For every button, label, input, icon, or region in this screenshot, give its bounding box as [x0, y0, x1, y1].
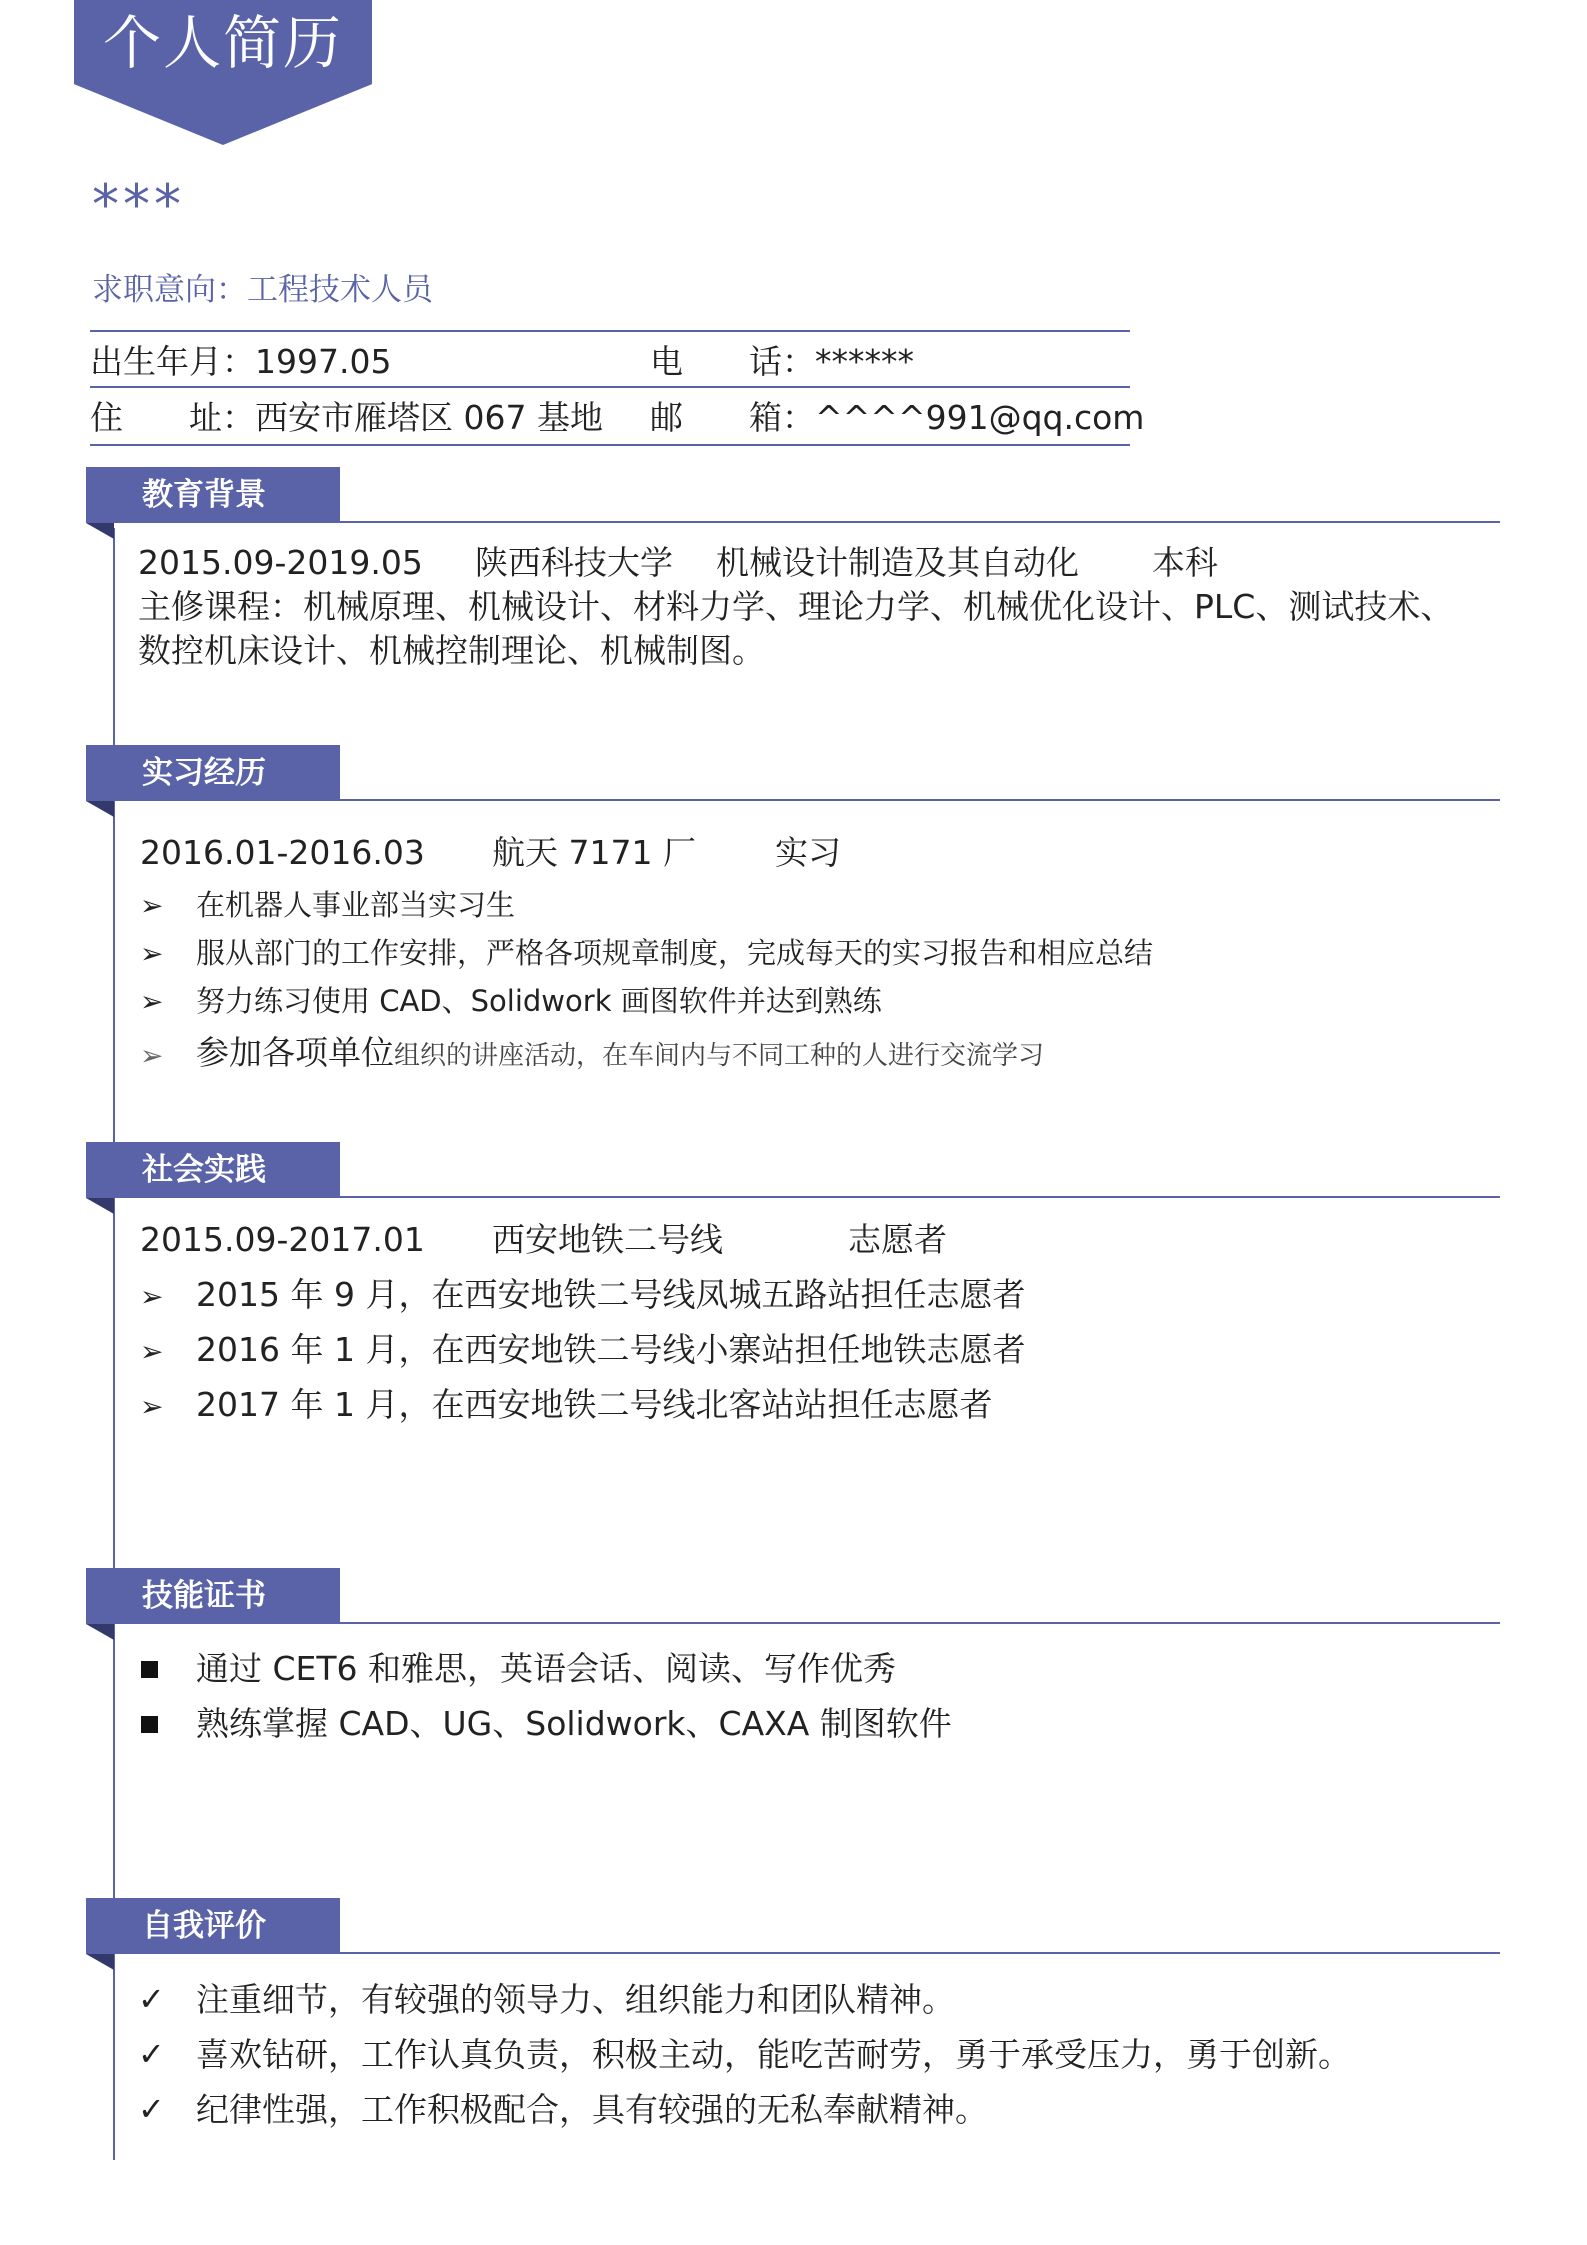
section-header-education: 教育背景	[86, 467, 340, 523]
section-fold	[86, 801, 114, 817]
birth-row	[90, 336, 391, 388]
phone-label: 电 话：	[650, 342, 815, 381]
square-bullet-icon	[141, 1661, 158, 1678]
arrow-bullet-icon: ➢	[140, 985, 164, 1018]
arrow-bullet-icon: ➢	[140, 937, 164, 970]
arrow-bullet-icon: ➢	[140, 1280, 164, 1313]
email-label: 邮 箱：	[650, 398, 815, 437]
address-row	[90, 392, 603, 444]
square-bullet-icon	[141, 1716, 158, 1733]
section-header-self-eval: 自我评价	[86, 1898, 340, 1954]
social-period: 2015.09-2017.01	[140, 1220, 425, 1259]
check-icon: ✓	[138, 2090, 165, 2128]
section-rule	[340, 521, 1500, 523]
phone-row	[650, 336, 914, 388]
check-icon: ✓	[138, 1980, 165, 2018]
resume-title: 个人简历	[102, 9, 343, 77]
education-courses: 主修课程：机械原理、机械设计、材料力学、理论力学、机械优化设计、PLC、测试技术、	[138, 587, 1454, 626]
info-bottom-rule	[90, 444, 1130, 446]
section-fold	[86, 1624, 114, 1640]
social-item: 2015 年 9 月，在西安地铁二号线凤城五路站担任志愿者	[196, 1275, 1026, 1314]
skill-item: 熟练掌握 CAD、UG、Solidwork、CAXA 制图软件	[196, 1704, 952, 1743]
email-row	[650, 392, 1144, 444]
section-rule	[340, 1196, 1500, 1198]
section-fold	[86, 523, 114, 539]
social-place: 西安地铁二号线	[492, 1220, 723, 1259]
email-value: ^^^^991@qq.com	[815, 398, 1145, 437]
section-fold	[86, 1954, 114, 1970]
social-item: 2016 年 1 月，在西安地铁二号线小寨站担任地铁志愿者	[196, 1330, 1026, 1369]
candidate-name: ***	[92, 173, 185, 236]
arrow-bullet-icon: ➢	[140, 1039, 164, 1072]
address-value: 西安市雁塔区 067 基地	[255, 398, 603, 437]
internship-item: 服从部门的工作安排，严格各项规章制度，完成每天的实习报告和相应总结	[196, 936, 1154, 970]
internship-item: 在机器人事业部当实习生	[196, 888, 516, 922]
arrow-bullet-icon: ➢	[140, 1390, 164, 1423]
internship-company: 航天 7171 厂	[492, 833, 696, 872]
arrow-bullet-icon: ➢	[140, 889, 164, 922]
section-rule	[340, 1952, 1500, 1954]
education-major: 机械设计制造及其自动化	[716, 543, 1079, 582]
self-eval-item: 注重细节，有较强的领导力、组织能力和团队精神。	[196, 1980, 955, 2019]
birth-label: 出生年月：	[90, 342, 255, 381]
address-label: 住 址：	[90, 398, 255, 437]
internship-role: 实习	[775, 833, 841, 872]
info-top-rule	[90, 330, 1130, 332]
section-rule	[340, 1622, 1500, 1624]
education-period: 2015.09-2019.05	[138, 543, 423, 582]
social-role: 志愿者	[848, 1220, 947, 1259]
internship-item-lead: 参加各项单位	[196, 1033, 394, 1072]
skill-item: 通过 CET6 和雅思，英语会话、阅读、写作优秀	[196, 1649, 897, 1688]
info-middle-rule	[90, 386, 1130, 388]
self-eval-item: 纪律性强，工作积极配合，具有较强的无私奉献精神。	[196, 2090, 988, 2129]
education-school: 陕西科技大学	[475, 543, 673, 582]
birth-value: 1997.05	[255, 342, 392, 381]
check-icon: ✓	[138, 2035, 165, 2073]
section-header-internship: 实习经历	[86, 745, 340, 801]
section-rule	[340, 799, 1500, 801]
internship-period: 2016.01-2016.03	[140, 833, 425, 872]
social-item: 2017 年 1 月，在西安地铁二号线北客站站担任志愿者	[196, 1385, 993, 1424]
internship-item: 努力练习使用 CAD、Solidwork 画图软件并达到熟练	[196, 984, 882, 1018]
phone-value: ******	[815, 342, 914, 381]
internship-item-rest: 组织的讲座活动，在车间内与不同工种的人进行交流学习	[394, 1041, 1045, 1071]
arrow-bullet-icon: ➢	[140, 1335, 164, 1368]
section-header-skills: 技能证书	[86, 1568, 340, 1624]
education-courses-cont: 数控机床设计、机械控制理论、机械制图。	[138, 631, 765, 670]
section-fold	[86, 1198, 114, 1214]
section-header-social: 社会实践	[86, 1142, 340, 1198]
education-degree: 本科	[1152, 543, 1218, 582]
job-intention: 求职意向：工程技术人员	[92, 272, 433, 308]
self-eval-item: 喜欢钻研，工作认真负责，积极主动，能吃苦耐劳，勇于承受压力，勇于创新。	[196, 2035, 1351, 2074]
internship-item	[196, 1031, 1044, 1078]
